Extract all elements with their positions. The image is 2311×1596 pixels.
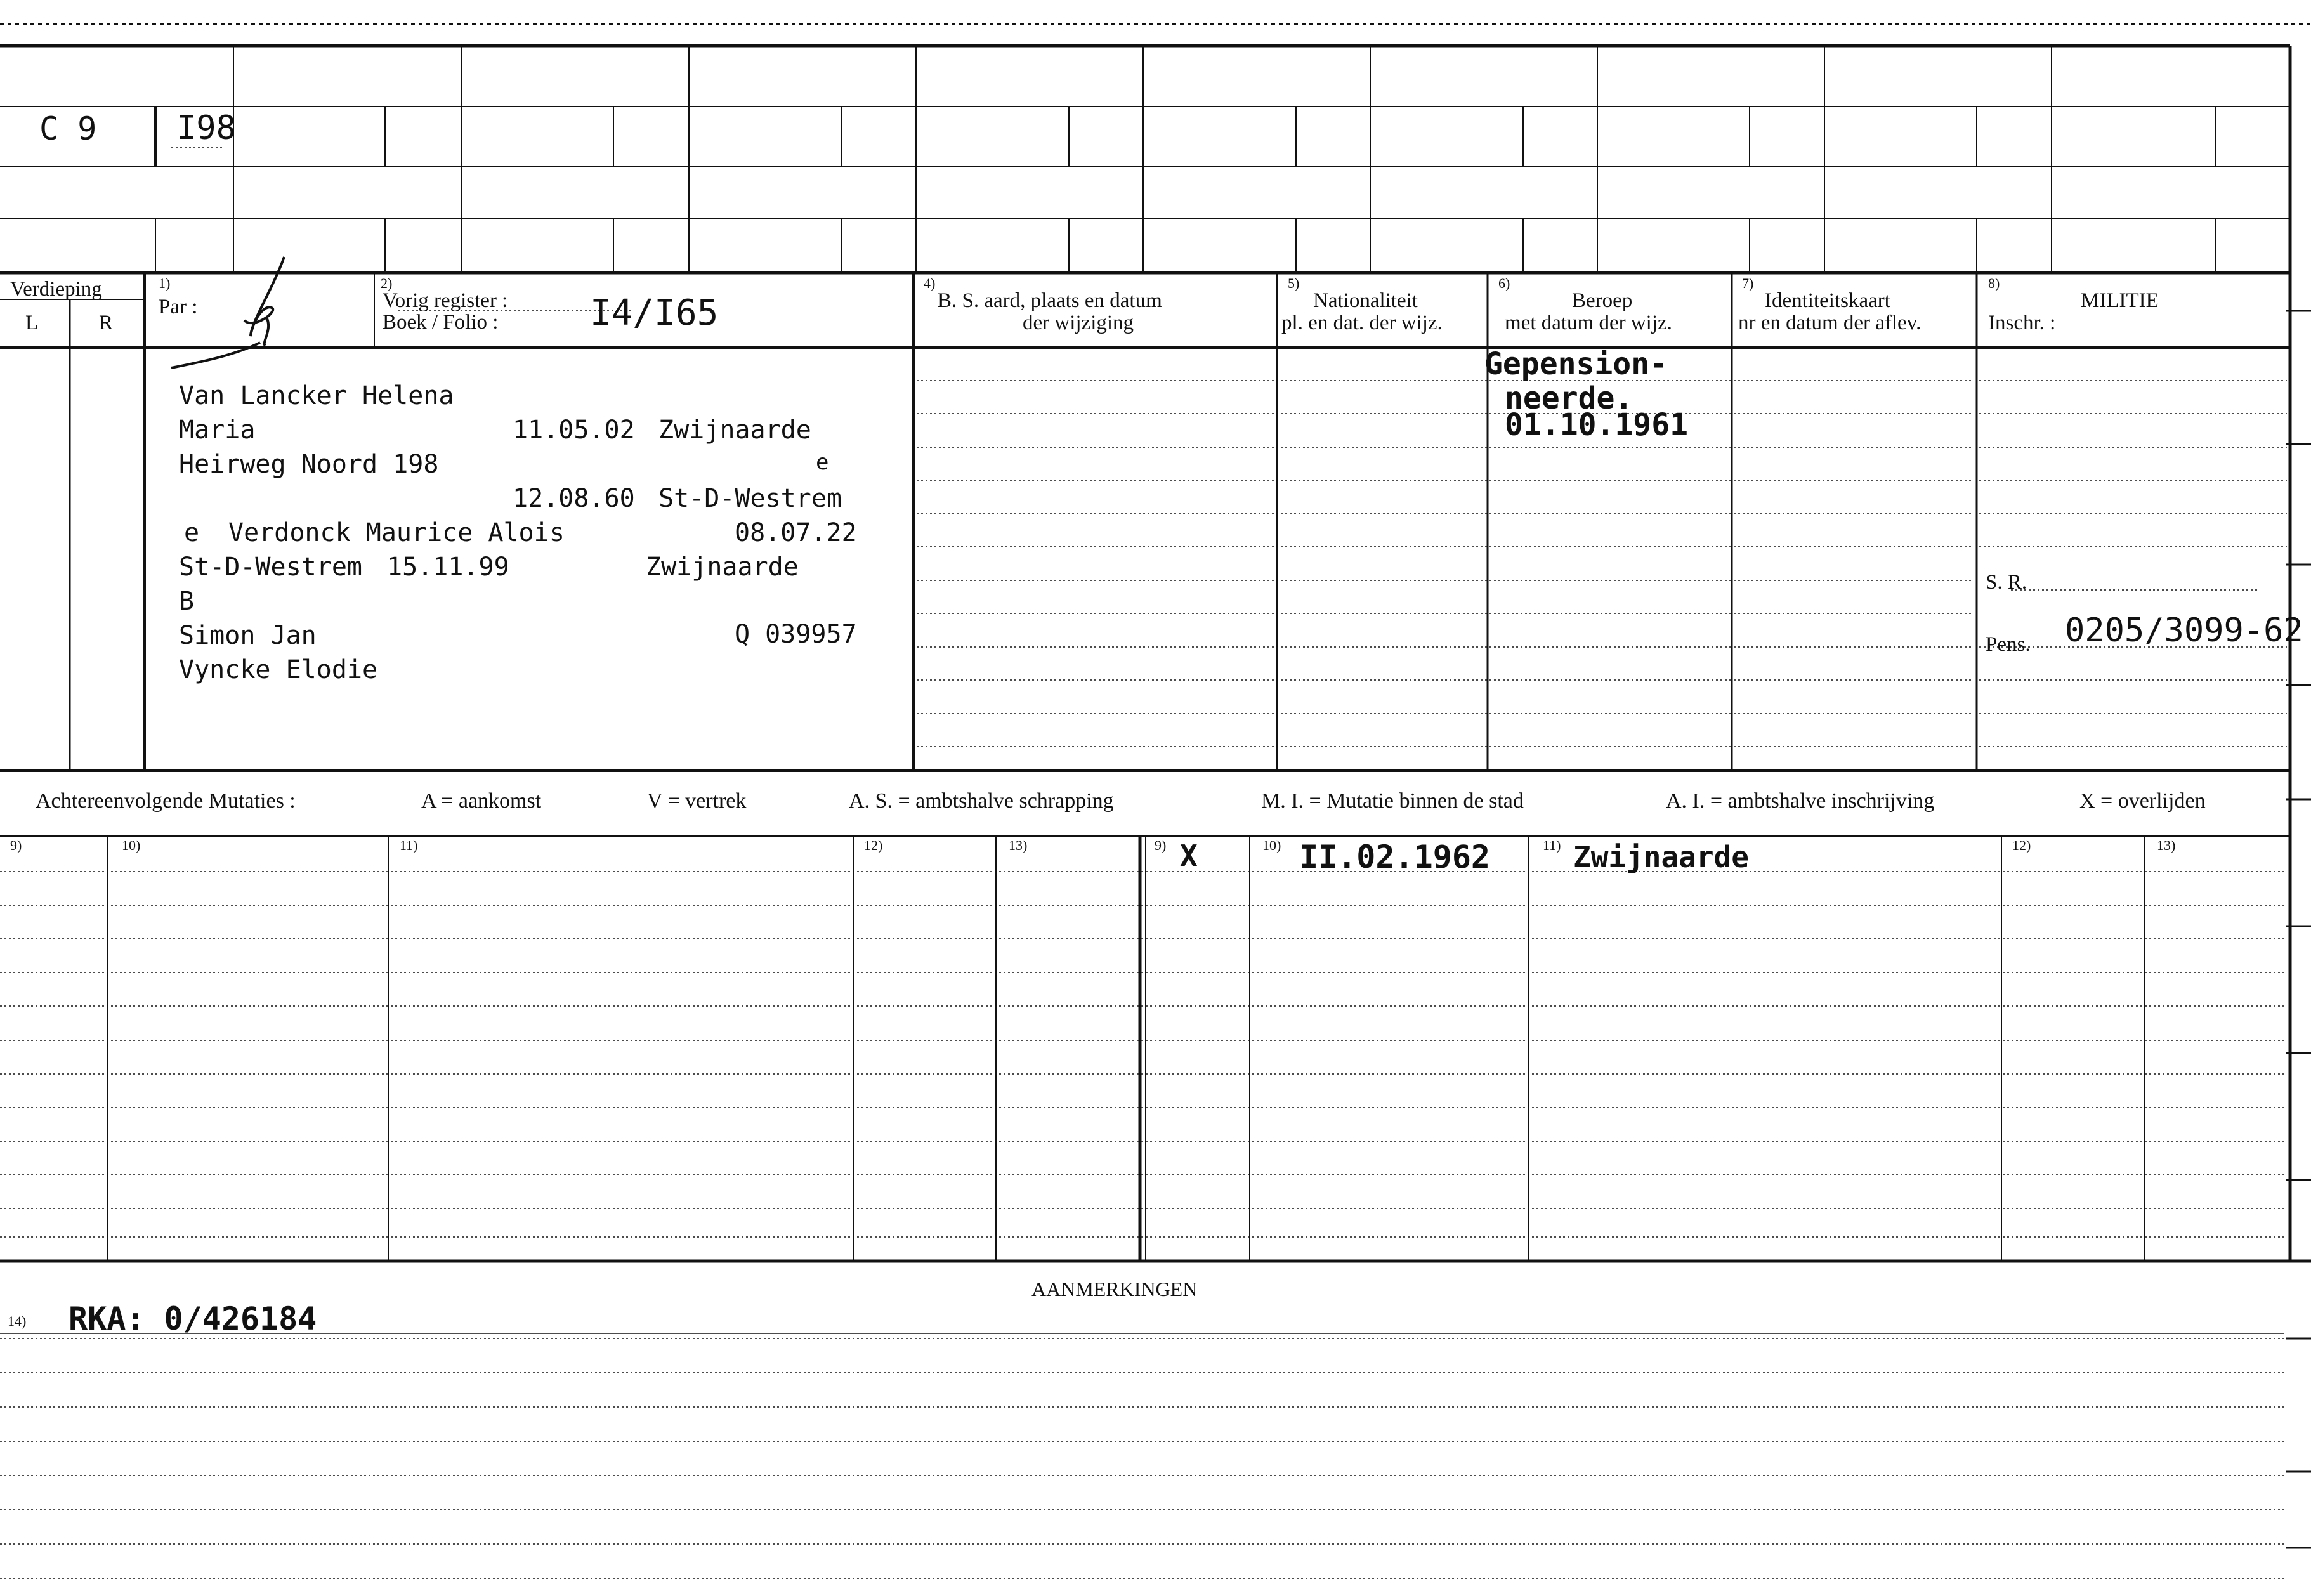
birth-date: 11.05.02 [513,415,635,445]
legend-aankomst: A = aankomst [421,789,542,813]
birth-place: Zwijnaarde [658,415,811,445]
mutations-title: Achtereenvolgende Mutaties : [36,789,296,813]
mut-col-9b: 9) [1155,837,1167,853]
col5-subtitle: pl. en dat. der wijz. [1281,311,1443,334]
beroep-line-2: neerde. [1505,381,1633,416]
spouse-name: Verdonck Maurice Alois [228,518,565,547]
r-label: R [99,311,114,334]
mut-col-11: 11) [400,837,418,853]
verdieping-label: Verdieping [10,278,102,301]
address: Heirweg Noord 198 [179,450,439,479]
col7-number: 7) [1742,275,1754,291]
l-label: L [25,311,39,334]
person-name: Van Lancker Helena [179,381,454,410]
mut-col-13: 13) [1009,837,1028,853]
boek-folio-value: I4/I65 [590,292,719,334]
col6-number: 6) [1498,275,1510,291]
col7-title: Identiteitskaart [1765,289,1890,312]
spouse-place: St-D-Westrem [179,553,362,582]
militie-title: MILITIE [2081,289,2159,312]
mut-col-10b: 10) [1262,837,1281,853]
col4-subtitle: der wijziging [1023,311,1134,334]
col6-title: Beroep [1572,289,1633,312]
mut-col-11b: 11) [1543,837,1561,853]
legend-ambtshalve-schrapping: A. S. = ambtshalve schrapping [849,789,1114,813]
legend-mutatie-stad: M. I. = Mutatie binnen de stad [1261,789,1524,813]
mother-name: Vyncke Elodie [179,655,378,684]
col4-title: B. S. aard, plaats en datum [938,289,1162,312]
remarks-number: 14) [8,1313,27,1329]
inschr-label: Inschr. : [1988,311,2056,334]
register-code: C 9 [39,110,97,147]
father-name: Simon Jan [179,621,317,650]
mutation-type: X [1180,839,1198,873]
legend-ambtshalve-inschrijving: A. I. = ambtshalve inschrijving [1666,789,1935,813]
mutation-place: Zwijnaarde [1573,840,1749,874]
col7-subtitle: nr en datum der aflev. [1738,311,1921,334]
col8-number: 8) [1988,275,2000,291]
pension-number: 0205/3099-62 [2065,612,2303,650]
remarks-text: RKA: 0/426184 [69,1300,317,1337]
par-label: Par : [159,296,198,318]
house-number: I98 [176,109,236,147]
col1-number: 1) [159,275,171,291]
pens-label: Pens. [1986,633,2031,656]
legend-overlijden: X = overlijden [2079,789,2206,813]
mut-col-13b: 13) [2157,837,2176,853]
mut-col-10: 10) [122,837,141,853]
col4-number: 4) [924,275,936,291]
col5-title: Nationaliteit [1313,289,1418,312]
mutation-date: II.02.1962 [1299,839,1491,875]
col5-number: 5) [1288,275,1300,291]
mut-col-12b: 12) [2012,837,2031,853]
col6-subtitle: met datum der wijz. [1505,311,1672,334]
col2-number: 2) [381,275,393,291]
mut-col-12: 12) [864,837,883,853]
mut-col-9: 9) [10,837,22,853]
person-name-2: Maria [179,415,256,445]
e-mark: e [816,450,829,475]
spouse-birth: 15.11.99 [387,553,509,582]
place-2: St-D-Westrem [658,484,842,513]
beroep-line-1: Gepension- [1484,346,1668,382]
spouse-prefix: e [184,518,200,547]
remarks-title: AANMERKINGEN [1031,1278,1198,1300]
id-code: Q 039957 [735,620,857,649]
spouse-birthplace: Zwijnaarde [646,553,799,582]
legend-vertrek: V = vertrek [647,789,747,813]
spouse-date: 08.07.22 [735,518,857,547]
b-mark: B [179,587,195,616]
boek-folio-label: Boek / Folio : [383,311,499,334]
beroep-date: 01.10.1961 [1505,407,1688,443]
vorig-register-label: Vorig register : [383,289,508,312]
date-2: 12.08.60 [513,484,635,513]
sr-label: S. R. [1986,571,2027,594]
